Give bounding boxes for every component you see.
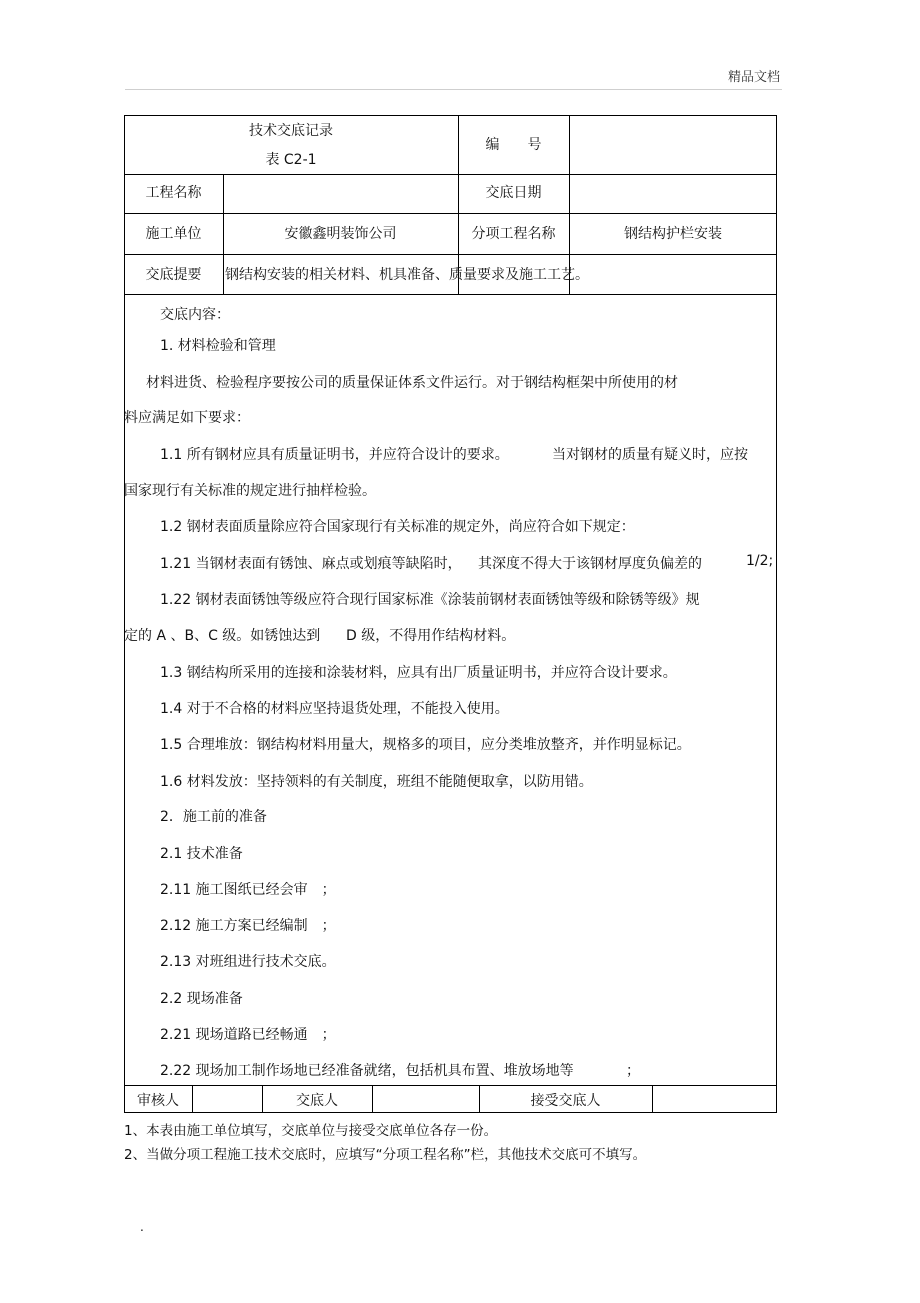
table-rule [124,213,777,214]
header-label: 精品文档 [727,70,780,85]
reviewer-value[interactable] [193,1086,262,1112]
number-value[interactable] [570,116,776,174]
summary-value: 钢结构安装的相关材料、机具准备、质量要求及施工工艺。 [225,267,589,283]
footnote: 1、本表由施工单位填写，交底单位与接受交底单位各存一份。 [124,1123,498,1139]
content-line: 1.5 合理堆放：钢结构材料用量大，规格多的项目，应分类堆放整齐，并作明显标记。 [160,737,691,753]
content-line: 2．施工前的准备 [160,809,267,825]
handover-date-value[interactable] [570,175,776,213]
handover-date-label: 交底日期 [485,185,542,201]
content-line: 其深度不得大于该钢材厚度负偏差的 [478,556,702,572]
subproject-value: 钢结构护栏安装 [624,226,722,242]
form-code: 表 C2-1 [265,152,317,168]
content-line: 料应满足如下要求： [124,410,250,426]
content-line: 2.22 现场加工制作场地已经准备就绪，包括机具布置、堆放场地等 [160,1063,574,1079]
unit-label: 施工单位 [145,226,202,242]
content-line: D 级，不得用作结构材料。 [346,628,516,644]
content-line: 2.13 对班组进行技术交底。 [160,954,336,970]
content-line: 2.21 现场道路已经畅通 ； [160,1027,336,1043]
presenter-label: 交底人 [296,1093,338,1109]
unit-value: 安徽鑫明装饰公司 [284,226,397,242]
content-line: 1.22 钢材表面锈蚀等级应符合现行国家标准《涂装前钢材表面锈蚀等级和除锈等级》规 [160,592,700,608]
form-title: 技术交底记录 [249,123,333,139]
content-line: 1.21 当钢材表面有锈蚀、麻点或划痕等缺陷时， [160,556,462,572]
project-name-label: 工程名称 [145,185,202,201]
page-mark: . [140,1220,144,1234]
content-line: 1. 材料检验和管理 [160,338,276,354]
header-rule [125,89,782,90]
content-line: 当对钢材的质量有疑义时，应按 [552,447,748,463]
content-line: 国家现行有关标准的规定进行抽样检验。 [124,483,376,499]
content-line: 1.6 材料发放：坚持领料的有关制度，班组不能随便取拿，以防用错。 [160,774,593,790]
content-line: 2.11 施工图纸已经会审 ； [160,882,336,898]
content-heading: 交底内容： [160,307,230,323]
receiver-label: 接受交底人 [530,1093,601,1109]
receiver-value[interactable] [653,1086,776,1112]
content-line: 2.12 施工方案已经编制 ； [160,918,336,934]
project-name-value[interactable] [224,175,458,213]
subproject-label: 分项工程名称 [471,226,556,242]
reviewer-label: 审核人 [137,1093,179,1109]
content-line: 定的 A 、B、C 级。如锈蚀达到 [124,628,321,644]
content-line: 1.3 钢结构所采用的连接和涂装材料，应具有出厂质量证明书，并应符合设计要求。 [160,665,677,681]
presenter-value[interactable] [373,1086,479,1112]
content-line: 1.2 钢材表面质量除应符合国家现行有关标准的规定外，尚应符合如下规定： [160,519,635,535]
content-line: 材料进货、检验程序要按公司的质量保证体系文件运行。对于钢结构框架中所使用的材 [146,375,678,391]
content-line: 2.2 现场准备 [160,991,243,1007]
content-line: ； [626,1063,640,1079]
summary-label: 交底提要 [145,267,202,283]
content-line: 2.1 技术准备 [160,846,243,862]
footnote: 2、当做分项工程施工技术交底时，应填写“分项工程名称”栏，其他技术交底可不填写。 [124,1147,647,1163]
table-rule [124,254,777,255]
number-label: 编 号 [485,137,542,153]
content-line: 1.4 对于不合格的材料应坚持退货处理，不能投入使用。 [160,701,509,717]
table-rule [124,294,777,295]
content-line: 1.1 所有钢材应具有质量证明书，并应符合设计的要求。 [160,447,509,463]
content-line: 1/2; [746,553,774,569]
